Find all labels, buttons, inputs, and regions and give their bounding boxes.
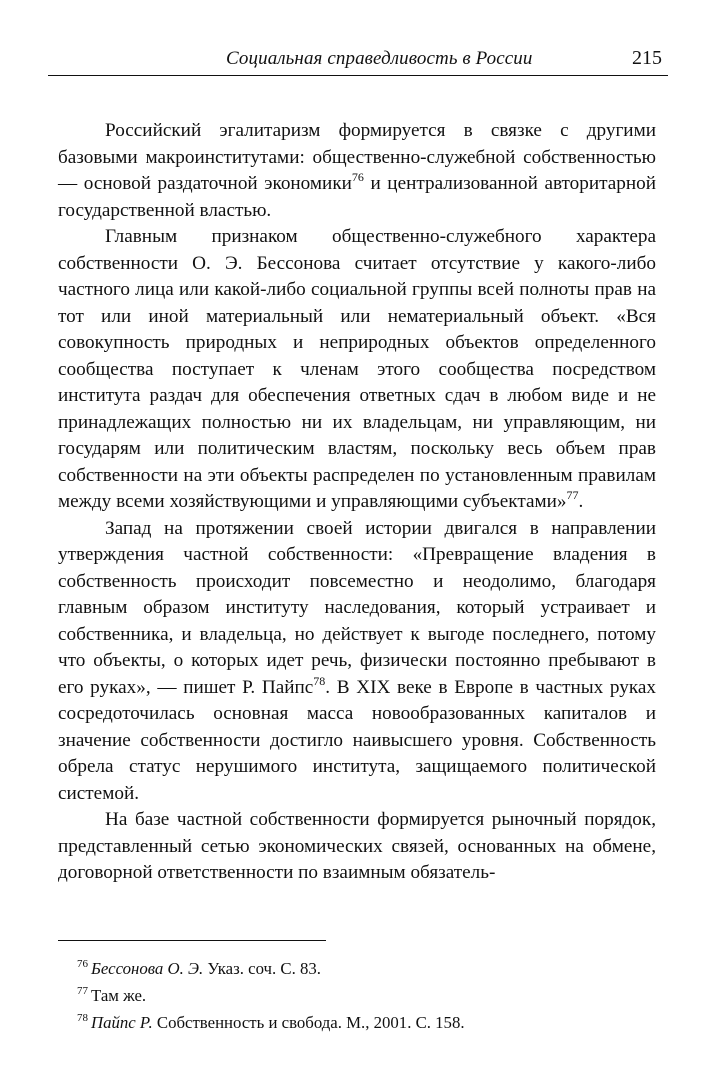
footnote-number: 76 <box>77 958 88 970</box>
footnote-78 <box>77 1009 657 1036</box>
page-number: 215 <box>632 47 662 69</box>
footnote-author: Пайпс Р. <box>91 1013 153 1032</box>
footnote-number: 78 <box>77 1012 88 1024</box>
paragraph-1-text-a: Российский эгалитаризм формируется в связке с другими базовыми макроинститутами: общественно-служебной собственностью — основой раздаточной экономики <box>58 120 656 194</box>
paragraph-2 <box>58 224 656 516</box>
footnote-author: Бессонова О. Э. <box>91 959 204 978</box>
running-header <box>48 44 668 78</box>
footnote-separator <box>58 940 326 941</box>
footnote-ref-76: 76 <box>351 170 364 184</box>
footnote-77 <box>77 982 657 1009</box>
paragraph-3-text-b: . В XIX веке в Европе в частных руках сосредоточилась основная масса новообразованных капиталов и значение собственности достигло наивысшего уровня. Собственность обрела статус нерушимого института, защищаемого политической системой. <box>58 676 656 804</box>
footnote-number: 77 <box>77 985 88 997</box>
paragraph-2-text-a: Главным признаком общественно-служебного характера собственности О. Э. Бессонова считает отсутствие у какого-либо частного лица или какой-либо социальной группы всей полноты прав на тот или иной материальный или нематериальный объект. «Вся совокупность природных и неприродных объектов определенного сообщества поступает к членам этого сообщества посредством института раздач для обеспечения ответных сдач в любом виде и не принадлежащих полностью ни их владельцам, ни управляющим, ни государям или политическим властям, поскольку весь объем прав собственности на эти объекты распределен по установленным правилам между всеми хозяйствующими и управляющими субъектами» <box>58 226 656 512</box>
body-text <box>58 118 656 887</box>
footnote-ref-78: 78 <box>313 673 326 688</box>
footnotes <box>77 955 657 1036</box>
footnote-text: Собственность и свобода. М., 2001. С. 158. <box>152 1013 465 1032</box>
header-rule <box>48 75 668 76</box>
paragraph-4 <box>58 807 656 887</box>
paragraph-3 <box>58 516 656 808</box>
paragraph-2-text-b: . <box>578 491 584 512</box>
footnote-ref-77: 77 <box>566 488 579 502</box>
paragraph-1-text-b: и централизованной авторитарной государственной властью. <box>58 173 656 221</box>
paragraph-3-text-a: Запад на протяжении своей истории двигался в направлении утверждения частной собственности: «Превращение владения в собственность происходит повсеместно и неодолимо, благодаря главным образом институту наследования, который устраивает и собственника, и владельца, но действует к выгоде последнего, потому что объекты, о которых идет речь, физически постоянно пребывают в его руках», — пишет Р. Пайпс <box>58 517 656 698</box>
paragraph-1 <box>58 118 656 224</box>
footnote-text: Там же. <box>91 986 147 1005</box>
paragraph-4-text: На базе частной собственности формируется рыночный порядок, представленный сетью экономических связей, основанных на обмене, договорной ответственности по взаимным обязатель- <box>58 809 656 883</box>
footnote-text: Указ. соч. С. 83. <box>203 959 321 978</box>
footnote-76 <box>77 955 657 982</box>
running-title: Социальная справедливость в России <box>226 48 533 69</box>
